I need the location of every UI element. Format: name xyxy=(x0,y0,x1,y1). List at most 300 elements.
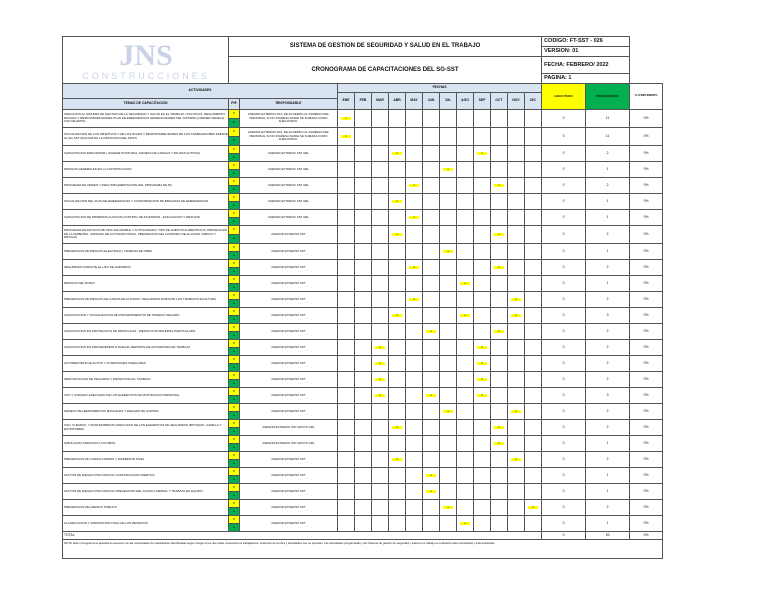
month-cell-11[interactable] xyxy=(508,210,525,226)
month-cell-6[interactable] xyxy=(423,276,440,292)
month-cell-10[interactable] xyxy=(491,500,508,516)
month-cell-11[interactable] xyxy=(508,324,525,340)
month-cell-3[interactable] xyxy=(372,210,389,226)
month-cell-5[interactable] xyxy=(406,404,423,420)
month-cell-12[interactable] xyxy=(525,276,542,292)
month-cell-5[interactable] xyxy=(406,162,423,178)
month-cell-10[interactable] xyxy=(491,210,508,226)
month-cell-11[interactable] xyxy=(508,356,525,372)
month-cell-11[interactable] xyxy=(508,194,525,210)
month-cell-4[interactable] xyxy=(389,276,406,292)
month-cell-9[interactable] xyxy=(474,340,491,356)
month-cell-6[interactable] xyxy=(423,340,440,356)
month-cell-12[interactable] xyxy=(525,324,542,340)
month-cell-6[interactable] xyxy=(423,308,440,324)
month-cell-4[interactable] xyxy=(389,308,406,324)
month-cell-6[interactable] xyxy=(423,500,440,516)
month-cell-11[interactable] xyxy=(508,146,525,162)
month-cell-4[interactable] xyxy=(389,128,406,146)
month-cell-4[interactable] xyxy=(389,340,406,356)
month-cell-2[interactable] xyxy=(355,178,372,194)
month-cell-8[interactable] xyxy=(457,388,474,404)
month-cell-11[interactable] xyxy=(508,420,525,436)
month-cell-7[interactable] xyxy=(440,292,457,308)
month-cell-1[interactable] xyxy=(338,162,355,178)
month-cell-3[interactable] xyxy=(372,372,389,388)
month-cell-8[interactable] xyxy=(457,162,474,178)
month-cell-3[interactable] xyxy=(372,356,389,372)
month-cell-8[interactable] xyxy=(457,340,474,356)
month-cell-11[interactable] xyxy=(508,516,525,532)
month-cell-3[interactable] xyxy=(372,194,389,210)
month-cell-3[interactable] xyxy=(372,420,389,436)
month-cell-6[interactable] xyxy=(423,260,440,276)
month-cell-12[interactable] xyxy=(525,500,542,516)
month-cell-8[interactable] xyxy=(457,226,474,244)
month-cell-8[interactable] xyxy=(457,146,474,162)
month-cell-1[interactable] xyxy=(338,356,355,372)
month-cell-7[interactable] xyxy=(440,372,457,388)
month-cell-4[interactable] xyxy=(389,194,406,210)
month-cell-2[interactable] xyxy=(355,162,372,178)
month-cell-9[interactable] xyxy=(474,226,491,244)
month-cell-12[interactable] xyxy=(525,146,542,162)
month-cell-9[interactable] xyxy=(474,194,491,210)
month-cell-5[interactable] xyxy=(406,340,423,356)
month-cell-3[interactable] xyxy=(372,388,389,404)
month-cell-7[interactable] xyxy=(440,194,457,210)
month-cell-6[interactable] xyxy=(423,178,440,194)
month-cell-3[interactable] xyxy=(372,340,389,356)
month-cell-3[interactable] xyxy=(372,178,389,194)
month-cell-12[interactable] xyxy=(525,436,542,452)
month-cell-12[interactable] xyxy=(525,404,542,420)
month-cell-11[interactable] xyxy=(508,484,525,500)
month-cell-5[interactable] xyxy=(406,178,423,194)
month-cell-10[interactable] xyxy=(491,452,508,468)
month-cell-9[interactable] xyxy=(474,210,491,226)
month-cell-4[interactable] xyxy=(389,388,406,404)
month-cell-1[interactable] xyxy=(338,516,355,532)
month-cell-12[interactable] xyxy=(525,110,542,128)
month-cell-3[interactable] xyxy=(372,500,389,516)
month-cell-10[interactable] xyxy=(491,484,508,500)
month-cell-8[interactable] xyxy=(457,452,474,468)
month-cell-11[interactable] xyxy=(508,452,525,468)
month-cell-7[interactable] xyxy=(440,324,457,340)
month-cell-1[interactable] xyxy=(338,372,355,388)
month-cell-8[interactable] xyxy=(457,500,474,516)
month-cell-7[interactable] xyxy=(440,226,457,244)
month-cell-5[interactable] xyxy=(406,452,423,468)
month-cell-8[interactable] xyxy=(457,210,474,226)
month-cell-4[interactable] xyxy=(389,178,406,194)
month-cell-10[interactable] xyxy=(491,128,508,146)
month-cell-9[interactable] xyxy=(474,308,491,324)
month-cell-8[interactable] xyxy=(457,436,474,452)
month-cell-7[interactable] xyxy=(440,110,457,128)
month-cell-7[interactable] xyxy=(440,128,457,146)
month-cell-6[interactable] xyxy=(423,162,440,178)
month-cell-2[interactable] xyxy=(355,128,372,146)
month-cell-10[interactable] xyxy=(491,516,508,532)
month-cell-1[interactable] xyxy=(338,226,355,244)
month-cell-5[interactable] xyxy=(406,372,423,388)
month-cell-3[interactable] xyxy=(372,146,389,162)
month-cell-5[interactable] xyxy=(406,244,423,260)
month-cell-4[interactable] xyxy=(389,372,406,388)
month-cell-9[interactable] xyxy=(474,404,491,420)
month-cell-11[interactable] xyxy=(508,388,525,404)
month-cell-11[interactable] xyxy=(508,260,525,276)
month-cell-5[interactable] xyxy=(406,110,423,128)
month-cell-5[interactable] xyxy=(406,146,423,162)
month-cell-9[interactable] xyxy=(474,388,491,404)
month-cell-6[interactable] xyxy=(423,146,440,162)
month-cell-9[interactable] xyxy=(474,178,491,194)
month-cell-2[interactable] xyxy=(355,194,372,210)
month-cell-2[interactable] xyxy=(355,468,372,484)
month-cell-7[interactable] xyxy=(440,500,457,516)
month-cell-2[interactable] xyxy=(355,356,372,372)
month-cell-8[interactable] xyxy=(457,110,474,128)
month-cell-3[interactable] xyxy=(372,128,389,146)
month-cell-4[interactable] xyxy=(389,516,406,532)
month-cell-8[interactable] xyxy=(457,308,474,324)
month-cell-1[interactable] xyxy=(338,244,355,260)
month-cell-11[interactable] xyxy=(508,372,525,388)
month-cell-8[interactable] xyxy=(457,324,474,340)
month-cell-9[interactable] xyxy=(474,276,491,292)
month-cell-3[interactable] xyxy=(372,516,389,532)
month-cell-12[interactable] xyxy=(525,128,542,146)
month-cell-12[interactable] xyxy=(525,452,542,468)
month-cell-2[interactable] xyxy=(355,372,372,388)
month-cell-2[interactable] xyxy=(355,210,372,226)
month-cell-4[interactable] xyxy=(389,162,406,178)
month-cell-2[interactable] xyxy=(355,292,372,308)
month-cell-2[interactable] xyxy=(355,500,372,516)
month-cell-5[interactable] xyxy=(406,324,423,340)
month-cell-11[interactable] xyxy=(508,468,525,484)
month-cell-7[interactable] xyxy=(440,146,457,162)
month-cell-1[interactable] xyxy=(338,146,355,162)
month-cell-11[interactable] xyxy=(508,404,525,420)
month-cell-10[interactable] xyxy=(491,146,508,162)
month-cell-6[interactable] xyxy=(423,420,440,436)
month-cell-12[interactable] xyxy=(525,194,542,210)
month-cell-10[interactable] xyxy=(491,436,508,452)
month-cell-4[interactable] xyxy=(389,420,406,436)
month-cell-11[interactable] xyxy=(508,162,525,178)
month-cell-5[interactable] xyxy=(406,436,423,452)
month-cell-5[interactable] xyxy=(406,210,423,226)
month-cell-8[interactable] xyxy=(457,128,474,146)
month-cell-3[interactable] xyxy=(372,110,389,128)
month-cell-9[interactable] xyxy=(474,146,491,162)
month-cell-7[interactable] xyxy=(440,404,457,420)
month-cell-1[interactable] xyxy=(338,340,355,356)
month-cell-3[interactable] xyxy=(372,484,389,500)
month-cell-1[interactable] xyxy=(338,324,355,340)
month-cell-7[interactable] xyxy=(440,162,457,178)
month-cell-3[interactable] xyxy=(372,226,389,244)
month-cell-10[interactable] xyxy=(491,372,508,388)
month-cell-2[interactable] xyxy=(355,110,372,128)
month-cell-1[interactable] xyxy=(338,210,355,226)
month-cell-6[interactable] xyxy=(423,244,440,260)
month-cell-1[interactable] xyxy=(338,308,355,324)
month-cell-2[interactable] xyxy=(355,436,372,452)
month-cell-12[interactable] xyxy=(525,372,542,388)
month-cell-7[interactable] xyxy=(440,276,457,292)
month-cell-4[interactable] xyxy=(389,244,406,260)
month-cell-4[interactable] xyxy=(389,146,406,162)
month-cell-4[interactable] xyxy=(389,436,406,452)
month-cell-11[interactable] xyxy=(508,110,525,128)
month-cell-5[interactable] xyxy=(406,356,423,372)
month-cell-8[interactable] xyxy=(457,420,474,436)
month-cell-5[interactable] xyxy=(406,194,423,210)
month-cell-10[interactable] xyxy=(491,162,508,178)
month-cell-4[interactable] xyxy=(389,292,406,308)
month-cell-4[interactable] xyxy=(389,484,406,500)
month-cell-5[interactable] xyxy=(406,468,423,484)
month-cell-6[interactable] xyxy=(423,468,440,484)
month-cell-6[interactable] xyxy=(423,484,440,500)
month-cell-9[interactable] xyxy=(474,128,491,146)
month-cell-1[interactable] xyxy=(338,420,355,436)
month-cell-6[interactable] xyxy=(423,388,440,404)
month-cell-3[interactable] xyxy=(372,436,389,452)
month-cell-8[interactable] xyxy=(457,484,474,500)
month-cell-7[interactable] xyxy=(440,388,457,404)
month-cell-1[interactable] xyxy=(338,194,355,210)
month-cell-9[interactable] xyxy=(474,500,491,516)
month-cell-1[interactable] xyxy=(338,500,355,516)
month-cell-11[interactable] xyxy=(508,244,525,260)
month-cell-10[interactable] xyxy=(491,420,508,436)
month-cell-4[interactable] xyxy=(389,226,406,244)
month-cell-4[interactable] xyxy=(389,468,406,484)
month-cell-4[interactable] xyxy=(389,404,406,420)
month-cell-6[interactable] xyxy=(423,110,440,128)
month-cell-8[interactable] xyxy=(457,372,474,388)
month-cell-8[interactable] xyxy=(457,292,474,308)
month-cell-5[interactable] xyxy=(406,276,423,292)
month-cell-5[interactable] xyxy=(406,128,423,146)
month-cell-3[interactable] xyxy=(372,468,389,484)
month-cell-12[interactable] xyxy=(525,484,542,500)
month-cell-4[interactable] xyxy=(389,452,406,468)
month-cell-10[interactable] xyxy=(491,292,508,308)
month-cell-9[interactable] xyxy=(474,260,491,276)
month-cell-10[interactable] xyxy=(491,178,508,194)
month-cell-7[interactable] xyxy=(440,516,457,532)
month-cell-10[interactable] xyxy=(491,356,508,372)
month-cell-4[interactable] xyxy=(389,210,406,226)
month-cell-9[interactable] xyxy=(474,110,491,128)
month-cell-12[interactable] xyxy=(525,260,542,276)
month-cell-5[interactable] xyxy=(406,516,423,532)
month-cell-2[interactable] xyxy=(355,420,372,436)
month-cell-10[interactable] xyxy=(491,340,508,356)
month-cell-7[interactable] xyxy=(440,244,457,260)
month-cell-3[interactable] xyxy=(372,324,389,340)
month-cell-2[interactable] xyxy=(355,388,372,404)
month-cell-12[interactable] xyxy=(525,388,542,404)
month-cell-11[interactable] xyxy=(508,178,525,194)
month-cell-6[interactable] xyxy=(423,210,440,226)
month-cell-5[interactable] xyxy=(406,308,423,324)
month-cell-10[interactable] xyxy=(491,404,508,420)
month-cell-1[interactable] xyxy=(338,110,355,128)
month-cell-12[interactable] xyxy=(525,292,542,308)
month-cell-9[interactable] xyxy=(474,484,491,500)
month-cell-7[interactable] xyxy=(440,340,457,356)
month-cell-11[interactable] xyxy=(508,500,525,516)
month-cell-11[interactable] xyxy=(508,340,525,356)
month-cell-6[interactable] xyxy=(423,226,440,244)
month-cell-7[interactable] xyxy=(440,210,457,226)
month-cell-9[interactable] xyxy=(474,452,491,468)
month-cell-6[interactable] xyxy=(423,404,440,420)
month-cell-3[interactable] xyxy=(372,244,389,260)
month-cell-12[interactable] xyxy=(525,468,542,484)
month-cell-8[interactable] xyxy=(457,276,474,292)
month-cell-6[interactable] xyxy=(423,356,440,372)
month-cell-4[interactable] xyxy=(389,324,406,340)
month-cell-5[interactable] xyxy=(406,388,423,404)
month-cell-2[interactable] xyxy=(355,452,372,468)
month-cell-10[interactable] xyxy=(491,388,508,404)
month-cell-7[interactable] xyxy=(440,308,457,324)
month-cell-1[interactable] xyxy=(338,276,355,292)
month-cell-10[interactable] xyxy=(491,324,508,340)
month-cell-12[interactable] xyxy=(525,244,542,260)
month-cell-3[interactable] xyxy=(372,308,389,324)
month-cell-12[interactable] xyxy=(525,356,542,372)
month-cell-8[interactable] xyxy=(457,516,474,532)
month-cell-12[interactable] xyxy=(525,178,542,194)
month-cell-3[interactable] xyxy=(372,452,389,468)
month-cell-10[interactable] xyxy=(491,308,508,324)
month-cell-7[interactable] xyxy=(440,178,457,194)
month-cell-4[interactable] xyxy=(389,500,406,516)
month-cell-10[interactable] xyxy=(491,260,508,276)
month-cell-2[interactable] xyxy=(355,276,372,292)
month-cell-2[interactable] xyxy=(355,324,372,340)
month-cell-2[interactable] xyxy=(355,244,372,260)
month-cell-5[interactable] xyxy=(406,226,423,244)
month-cell-8[interactable] xyxy=(457,244,474,260)
month-cell-12[interactable] xyxy=(525,308,542,324)
month-cell-9[interactable] xyxy=(474,420,491,436)
month-cell-9[interactable] xyxy=(474,516,491,532)
month-cell-4[interactable] xyxy=(389,110,406,128)
month-cell-11[interactable] xyxy=(508,308,525,324)
month-cell-11[interactable] xyxy=(508,226,525,244)
month-cell-6[interactable] xyxy=(423,324,440,340)
month-cell-6[interactable] xyxy=(423,194,440,210)
month-cell-2[interactable] xyxy=(355,404,372,420)
month-cell-2[interactable] xyxy=(355,260,372,276)
month-cell-9[interactable] xyxy=(474,468,491,484)
month-cell-12[interactable] xyxy=(525,340,542,356)
month-cell-6[interactable] xyxy=(423,372,440,388)
month-cell-10[interactable] xyxy=(491,244,508,260)
month-cell-12[interactable] xyxy=(525,226,542,244)
month-cell-2[interactable] xyxy=(355,308,372,324)
month-cell-6[interactable] xyxy=(423,452,440,468)
month-cell-10[interactable] xyxy=(491,468,508,484)
month-cell-11[interactable] xyxy=(508,436,525,452)
month-cell-6[interactable] xyxy=(423,516,440,532)
month-cell-4[interactable] xyxy=(389,356,406,372)
month-cell-7[interactable] xyxy=(440,436,457,452)
month-cell-1[interactable] xyxy=(338,468,355,484)
month-cell-7[interactable] xyxy=(440,260,457,276)
month-cell-1[interactable] xyxy=(338,260,355,276)
month-cell-1[interactable] xyxy=(338,178,355,194)
month-cell-6[interactable] xyxy=(423,128,440,146)
month-cell-8[interactable] xyxy=(457,468,474,484)
month-cell-2[interactable] xyxy=(355,226,372,244)
month-cell-7[interactable] xyxy=(440,484,457,500)
month-cell-3[interactable] xyxy=(372,260,389,276)
month-cell-12[interactable] xyxy=(525,162,542,178)
month-cell-8[interactable] xyxy=(457,194,474,210)
month-cell-2[interactable] xyxy=(355,340,372,356)
month-cell-1[interactable] xyxy=(338,404,355,420)
month-cell-10[interactable] xyxy=(491,226,508,244)
month-cell-5[interactable] xyxy=(406,292,423,308)
month-cell-8[interactable] xyxy=(457,178,474,194)
month-cell-7[interactable] xyxy=(440,452,457,468)
month-cell-9[interactable] xyxy=(474,436,491,452)
month-cell-3[interactable] xyxy=(372,276,389,292)
month-cell-7[interactable] xyxy=(440,468,457,484)
month-cell-8[interactable] xyxy=(457,356,474,372)
month-cell-7[interactable] xyxy=(440,420,457,436)
month-cell-5[interactable] xyxy=(406,500,423,516)
month-cell-1[interactable] xyxy=(338,452,355,468)
month-cell-3[interactable] xyxy=(372,404,389,420)
month-cell-5[interactable] xyxy=(406,260,423,276)
month-cell-3[interactable] xyxy=(372,292,389,308)
month-cell-12[interactable] xyxy=(525,420,542,436)
month-cell-8[interactable] xyxy=(457,260,474,276)
month-cell-1[interactable] xyxy=(338,388,355,404)
month-cell-9[interactable] xyxy=(474,162,491,178)
month-cell-1[interactable] xyxy=(338,128,355,146)
month-cell-9[interactable] xyxy=(474,356,491,372)
month-cell-9[interactable] xyxy=(474,372,491,388)
month-cell-9[interactable] xyxy=(474,292,491,308)
month-cell-4[interactable] xyxy=(389,260,406,276)
month-cell-5[interactable] xyxy=(406,484,423,500)
month-cell-12[interactable] xyxy=(525,516,542,532)
month-cell-10[interactable] xyxy=(491,194,508,210)
month-cell-2[interactable] xyxy=(355,146,372,162)
month-cell-8[interactable] xyxy=(457,404,474,420)
month-cell-9[interactable] xyxy=(474,324,491,340)
month-cell-10[interactable] xyxy=(491,276,508,292)
month-cell-7[interactable] xyxy=(440,356,457,372)
month-cell-6[interactable] xyxy=(423,436,440,452)
month-cell-10[interactable] xyxy=(491,110,508,128)
month-cell-3[interactable] xyxy=(372,162,389,178)
